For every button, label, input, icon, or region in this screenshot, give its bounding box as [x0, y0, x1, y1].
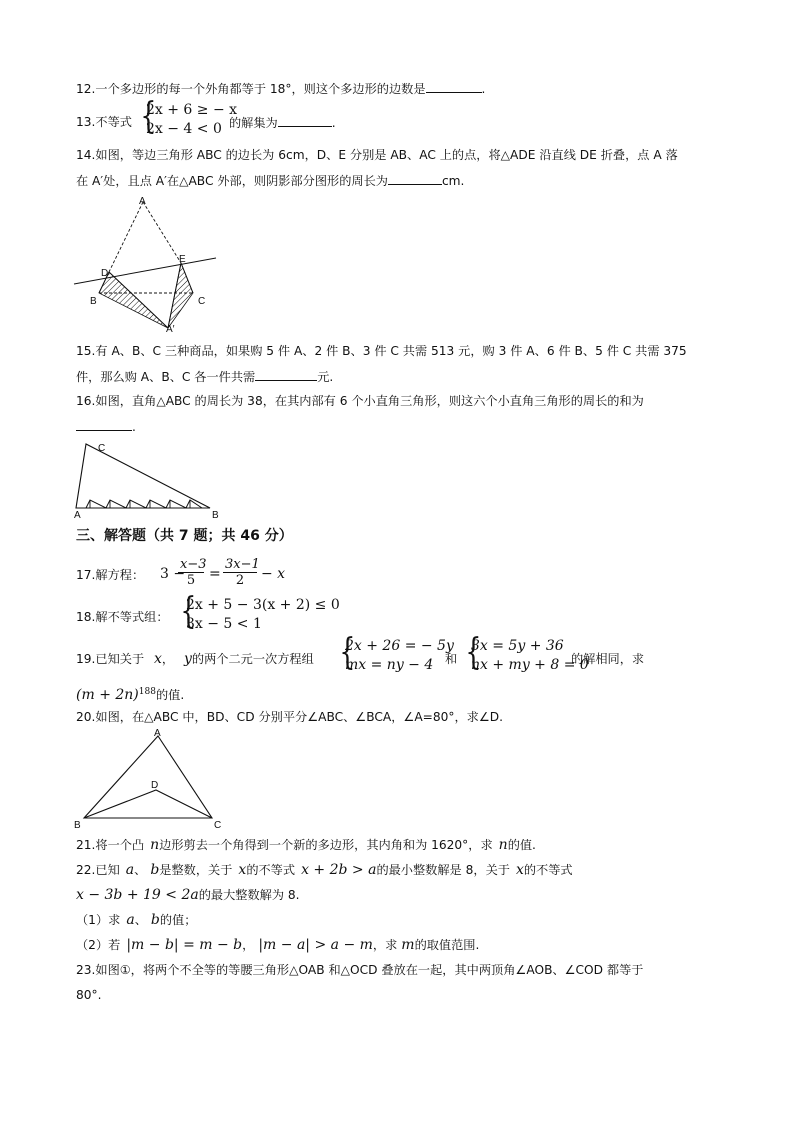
answer-blank	[278, 114, 332, 127]
numerator: 3x−1	[225, 557, 260, 572]
answer-blank	[426, 80, 482, 93]
equation-row: 2x + 26 = − 5y	[345, 638, 454, 654]
label-e: E	[179, 254, 186, 265]
bisector-triangle-figure	[72, 726, 222, 832]
label-a: A	[139, 196, 146, 207]
brace: {	[339, 632, 356, 673]
question-17-prefix: 17.解方程：	[76, 568, 145, 582]
fold-line-de	[74, 258, 216, 284]
question-12: 12.一个多边形的每一个外角都等于 18°，则这个多边形的边数是 .	[76, 82, 486, 96]
label-b: B	[212, 510, 219, 520]
fraction-1	[178, 557, 207, 588]
equals-sign: =	[209, 566, 221, 582]
brace: {	[180, 591, 197, 632]
question-13-prefix: 13.不等式	[76, 115, 132, 129]
question-22-part1: （1）求 a、 b的值；	[76, 912, 197, 928]
inequality-row: 3x − 5 < 1	[186, 616, 262, 632]
section-heading: 三、解答题（共 7 题；共 46 分）	[76, 528, 293, 544]
answer-blank	[76, 418, 132, 431]
label-b: B	[90, 296, 97, 307]
label-a: A	[74, 510, 81, 520]
big-triangle	[76, 444, 210, 508]
and-word: 和	[445, 652, 458, 666]
question-13-suffix: 的解集为 .	[229, 116, 336, 130]
equation-row: nx + my + 8 = 0	[471, 657, 589, 673]
question-22-line2: x − 3b + 19 < 2a的最大整数解为 8.	[76, 887, 300, 903]
folded-edge-ad	[109, 202, 143, 272]
equation-row: 3x = 5y + 36	[471, 638, 564, 654]
shaded-region-right	[168, 263, 193, 328]
label-d: D	[101, 268, 109, 279]
question-19-line2: $(m + 2n)^{188}$的值.	[76, 687, 185, 704]
equation-lhs: 3 −	[160, 566, 186, 582]
shaded-region-left	[99, 272, 168, 328]
equation-system-1	[345, 637, 454, 675]
inequality-system	[146, 101, 237, 139]
question-23-line2: 80°.	[76, 988, 102, 1002]
question-20: 20.如图，在△ABC 中，BD、CD 分别平分∠ABC、∠BCA，∠A=80°，求∠D.	[76, 710, 504, 724]
denominator: 5	[186, 573, 196, 588]
label-a-prime: A′	[166, 324, 175, 334]
small-triangles	[86, 500, 202, 508]
question-15-line1: 15.有 A、B、C 三种商品，如果购 5 件 A、2 件 B、3 件 C 共需 513 元，购 3 件 A、6 件 B、5 件 C 共需 375	[76, 344, 687, 358]
right-triangle-figure	[72, 438, 222, 520]
question-15-line2: 件，那么购 A、B、C 各一件共需 元.	[76, 370, 334, 384]
label-c: C	[98, 443, 106, 454]
question-16-line2: .	[76, 418, 136, 435]
answer-blank	[388, 172, 442, 185]
bisectors-bd-cd	[84, 790, 212, 818]
equation-row: mx = ny − 4	[345, 657, 434, 673]
label-a: A	[154, 728, 161, 739]
brace: {	[465, 632, 482, 673]
answer-blank	[255, 368, 317, 381]
triangle-abc	[84, 736, 212, 818]
question-23-line1: 23.如图①，将两个不全等的等腰三角形△OAB 和△OCD 叠放在一起，其中两顶角∠AOB、∠COD 都等于	[76, 963, 644, 977]
equation-tail: − x	[261, 566, 286, 582]
question-22-line1: 22.已知 a、 b是整数，关于 x的不等式 x + 2b > a的最小整数解是 8，关于 x的不等式	[76, 862, 573, 878]
question-14-line2: 在 A′处，且点 A′在△ABC 外部，则阴影部分图形的周长为 cm.	[76, 174, 465, 188]
question-18-prefix: 18.解不等式组：	[76, 610, 169, 624]
brace: {	[140, 96, 157, 137]
inequality-row: 2x + 6 ≥ − x	[146, 102, 238, 118]
label-b: B	[74, 820, 81, 831]
inequality-row: 2x + 5 − 3(x + 2) ≤ 0	[186, 597, 340, 613]
question-19-prefix: 19.已知关于 x， y的两个二元一次方程组	[76, 651, 314, 667]
label-d: D	[151, 780, 159, 791]
label-c: C	[214, 820, 222, 831]
question-21: 21.将一个凸 n边形剪去一个角得到一个新的多边形，其内角和为 1620°，求 n的值.	[76, 837, 536, 853]
folded-edge-ae	[143, 202, 181, 263]
label-c: C	[198, 296, 206, 307]
question-16-line1: 16.如图，直角△ABC 的周长为 38，在其内部有 6 个小直角三角形，则这六个小直角三角形的周长的和为	[76, 394, 644, 408]
denominator: 2	[235, 573, 245, 588]
inequality-row: 2x − 4 < 0	[146, 121, 222, 137]
folded-triangle-figure	[72, 192, 222, 334]
fraction-2	[223, 557, 260, 588]
numerator: x−3	[180, 557, 207, 572]
question-22-part2: （2）若 |m − b| = m − b， |m − a| > a − m，求 m的取值范围.	[76, 937, 480, 953]
question-14-line1: 14.如图，等边三角形 ABC 的边长为 6cm，D、E 分别是 AB、AC 上的点，将△ADE 沿直线 DE 折叠，点 A 落	[76, 148, 678, 162]
inequality-system	[186, 596, 340, 634]
question-19-suffix: 的解相同，求	[571, 652, 645, 666]
